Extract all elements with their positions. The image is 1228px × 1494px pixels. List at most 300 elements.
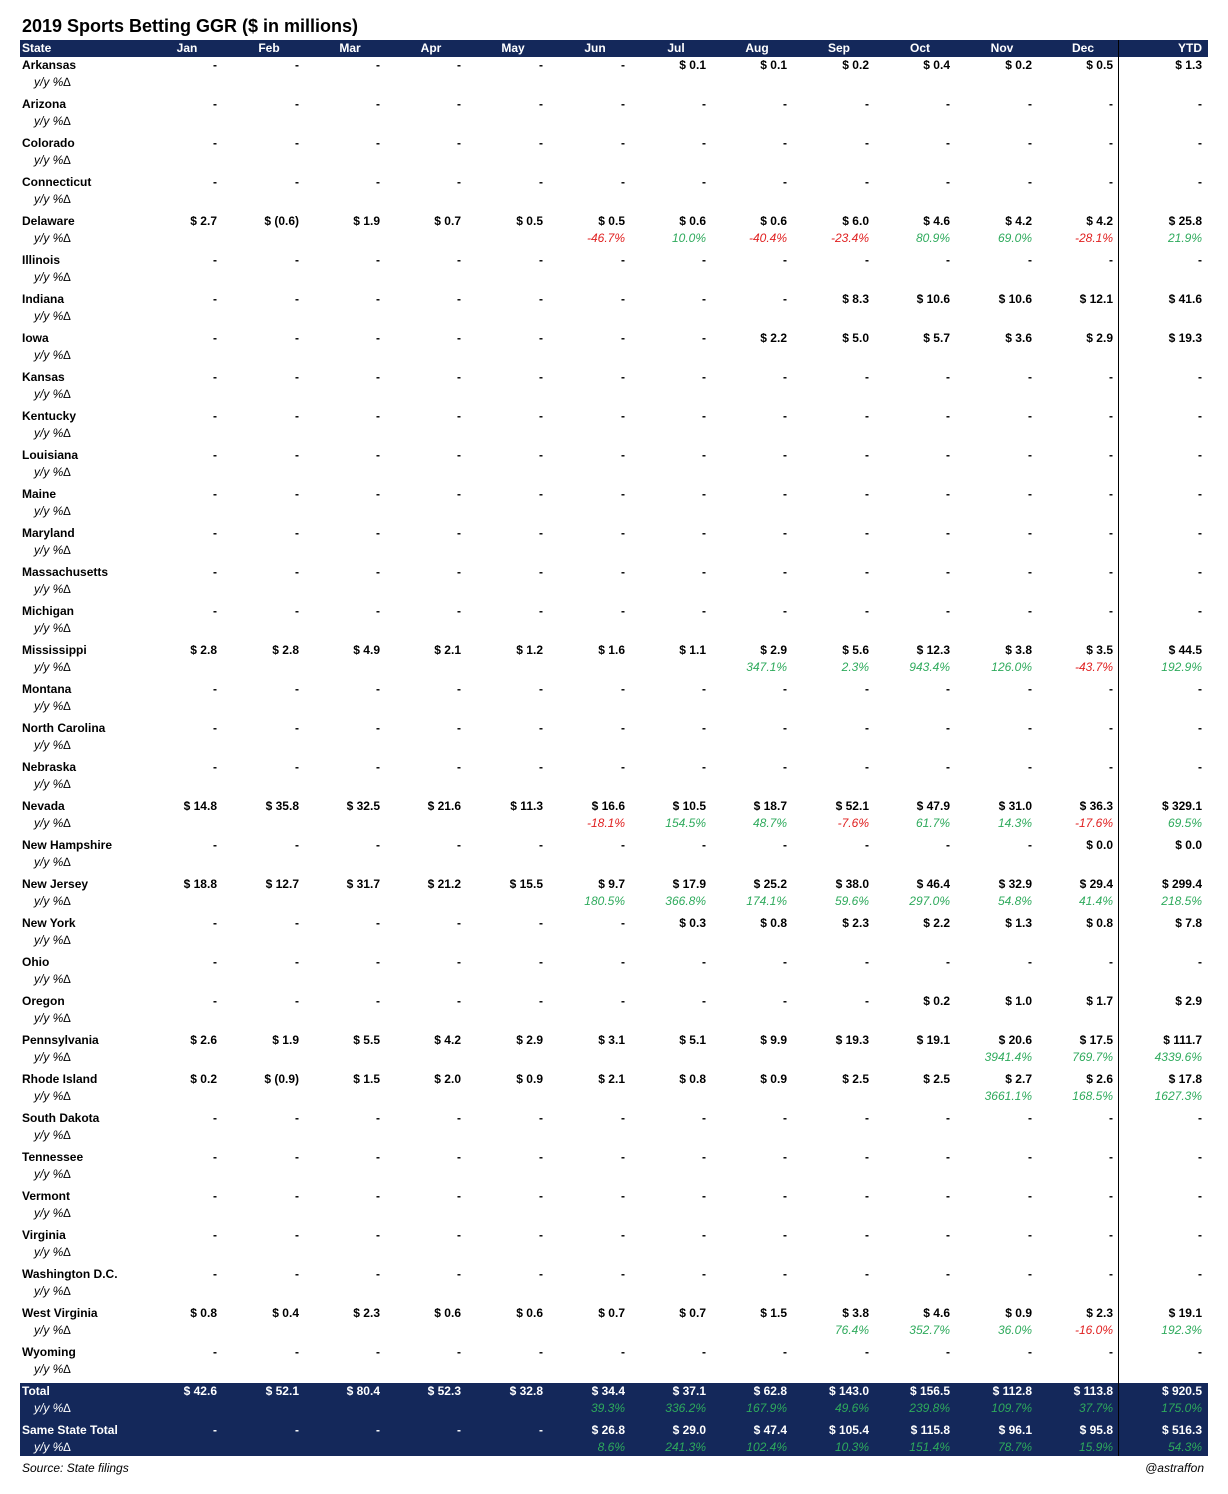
yoy-row-cell bbox=[310, 503, 380, 520]
state-row-cell: - bbox=[376, 58, 380, 72]
yoy-row-label: y/y %∆ bbox=[34, 231, 71, 245]
state-row-label: Vermont bbox=[22, 1189, 71, 1203]
yoy-row-cell bbox=[555, 1166, 625, 1183]
state-row-cell: - bbox=[213, 487, 217, 501]
state-row-cell: - bbox=[213, 604, 217, 618]
state-row-label: Wyoming bbox=[22, 1345, 76, 1359]
state-row-cell: - bbox=[376, 1150, 380, 1164]
state-row-label: Nevada bbox=[22, 799, 65, 813]
yoy-row-cell bbox=[391, 815, 461, 832]
yoy-row-cell bbox=[799, 152, 869, 169]
yoy-row-cell bbox=[880, 1244, 950, 1261]
yoy-row-cell bbox=[1043, 620, 1113, 637]
state-row-cell: - bbox=[702, 253, 706, 267]
yoy-row-cell bbox=[1043, 542, 1113, 559]
yoy-row-cell bbox=[391, 347, 461, 364]
yoy-row-cell bbox=[1043, 386, 1113, 403]
state-row-cell: - bbox=[1028, 487, 1032, 501]
yoy-row-cell bbox=[310, 1205, 380, 1222]
state-row-cell: - bbox=[1109, 175, 1113, 189]
yoy-row-cell bbox=[391, 1283, 461, 1300]
state-row-cell: $ 17.8 bbox=[1168, 1072, 1202, 1086]
yoy-row-cell bbox=[636, 659, 706, 676]
total-yoy-row-cell: 37.7% bbox=[1078, 1401, 1113, 1415]
yoy-row-cell bbox=[555, 659, 625, 676]
yoy-row-cell bbox=[147, 1283, 217, 1300]
state-row-cell: - bbox=[295, 58, 299, 72]
state-row-cell: $ 16.6 bbox=[591, 799, 625, 813]
state-row-cell: $ 3.1 bbox=[598, 1033, 625, 1047]
state-row-label: Connecticut bbox=[22, 175, 92, 189]
state-row-cell: - bbox=[1028, 1111, 1032, 1125]
state-row-cell: - bbox=[457, 526, 461, 540]
state-row-cell: - bbox=[783, 292, 787, 306]
total-row-cell: $ 156.5 bbox=[909, 1384, 950, 1398]
yoy-row-cell bbox=[962, 1283, 1032, 1300]
state-row-cell: $ 8.3 bbox=[842, 292, 869, 306]
state-row bbox=[20, 915, 1208, 932]
state-row-label: Arizona bbox=[22, 97, 67, 111]
yoy-row-cell bbox=[147, 971, 217, 988]
yoy-row-cell bbox=[310, 854, 380, 871]
yoy-row-cell bbox=[147, 893, 217, 910]
yoy-row-cell bbox=[1132, 152, 1202, 169]
yoy-row-cell bbox=[555, 1283, 625, 1300]
state-row-cell: - bbox=[1109, 1189, 1113, 1203]
yoy-row-cell bbox=[555, 1205, 625, 1222]
state-row-cell: - bbox=[457, 994, 461, 1008]
state-row-cell: - bbox=[1109, 136, 1113, 150]
state-row-cell: - bbox=[865, 97, 869, 111]
state-row-cell: - bbox=[213, 721, 217, 735]
yoy-row-cell bbox=[636, 1049, 706, 1066]
state-row-cell: - bbox=[1028, 97, 1032, 111]
yoy-row-cell bbox=[717, 74, 787, 91]
yoy-row-cell bbox=[962, 581, 1032, 598]
state-row-cell: - bbox=[621, 487, 625, 501]
yoy-row bbox=[20, 1205, 1208, 1222]
total-row-cell: $ 62.8 bbox=[753, 1384, 787, 1398]
yoy-row-cell bbox=[799, 971, 869, 988]
state-row-cell: - bbox=[457, 838, 461, 852]
yoy-row-label: y/y %∆ bbox=[34, 543, 71, 557]
state-row bbox=[20, 486, 1208, 503]
yoy-row-cell bbox=[473, 581, 543, 598]
state-row-cell: - bbox=[457, 331, 461, 345]
yoy-row-cell bbox=[799, 932, 869, 949]
state-row-cell: - bbox=[376, 175, 380, 189]
total-yoy-row-cell: 10.3% bbox=[834, 1440, 869, 1454]
yoy-row-cell bbox=[229, 191, 299, 208]
state-row-cell: $ 1.5 bbox=[760, 1306, 787, 1320]
state-row-label: Indiana bbox=[22, 292, 65, 306]
yoy-row-cell bbox=[1043, 191, 1113, 208]
yoy-row-cell bbox=[962, 1127, 1032, 1144]
yoy-row-cell: 36.0% bbox=[997, 1323, 1032, 1337]
total-row-cell: $ 113.8 bbox=[1073, 1384, 1113, 1398]
yoy-row-cell bbox=[636, 425, 706, 442]
column-header: Jun bbox=[584, 41, 606, 55]
state-row-cell: $ 19.3 bbox=[835, 1033, 869, 1047]
state-row-cell: - bbox=[946, 565, 950, 579]
yoy-row-cell bbox=[229, 542, 299, 559]
state-row bbox=[20, 330, 1208, 347]
yoy-row bbox=[20, 1088, 1208, 1105]
yoy-row-cell bbox=[310, 1127, 380, 1144]
total-yoy-row-cell bbox=[473, 1439, 543, 1456]
state-row-cell: - bbox=[1109, 1267, 1113, 1281]
state-row-cell: - bbox=[1028, 760, 1032, 774]
yoy-row-cell bbox=[717, 1283, 787, 1300]
yoy-row-cell bbox=[799, 269, 869, 286]
yoy-row-cell bbox=[799, 1127, 869, 1144]
state-row-cell: - bbox=[457, 370, 461, 384]
yoy-row-cell bbox=[473, 74, 543, 91]
state-row-cell: $ 2.9 bbox=[1086, 331, 1113, 345]
state-row-cell: - bbox=[946, 721, 950, 735]
state-row-cell: - bbox=[1109, 565, 1113, 579]
state-row-cell: $ 32.5 bbox=[346, 799, 380, 813]
yoy-row-cell bbox=[555, 425, 625, 442]
yoy-row-cell: 3941.4% bbox=[984, 1050, 1032, 1064]
yoy-row-cell bbox=[555, 74, 625, 91]
yoy-row-cell bbox=[310, 1283, 380, 1300]
yoy-row-cell bbox=[147, 659, 217, 676]
state-row-cell: - bbox=[213, 955, 217, 969]
yoy-row-cell bbox=[1132, 854, 1202, 871]
state-row-label: Nebraska bbox=[22, 760, 77, 774]
state-row-cell: $ 12.3 bbox=[916, 643, 950, 657]
yoy-row-cell bbox=[880, 1283, 950, 1300]
yoy-row-cell bbox=[962, 737, 1032, 754]
yoy-row-cell bbox=[799, 1205, 869, 1222]
yoy-row-cell bbox=[555, 308, 625, 325]
yoy-row-label: y/y %∆ bbox=[34, 153, 71, 167]
yoy-row-cell bbox=[147, 1166, 217, 1183]
yoy-row-cell bbox=[555, 1361, 625, 1378]
yoy-row-cell bbox=[880, 581, 950, 598]
yoy-row-cell bbox=[229, 1205, 299, 1222]
state-row-cell: - bbox=[946, 526, 950, 540]
state-row-cell: - bbox=[783, 526, 787, 540]
yoy-row-cell bbox=[880, 737, 950, 754]
yoy-row-label: y/y %∆ bbox=[34, 465, 71, 479]
state-row-cell: - bbox=[865, 721, 869, 735]
yoy-row-cell bbox=[229, 776, 299, 793]
state-row-label: Mississippi bbox=[22, 643, 87, 657]
total-row-cell: $ 143.0 bbox=[828, 1384, 869, 1398]
yoy-row-cell bbox=[555, 503, 625, 520]
state-row-cell: $ 2.9 bbox=[760, 643, 787, 657]
state-row bbox=[20, 681, 1208, 698]
state-row-cell: $ (0.6) bbox=[264, 214, 299, 228]
state-row-cell: - bbox=[213, 253, 217, 267]
state-row-cell: - bbox=[295, 604, 299, 618]
yoy-row bbox=[20, 659, 1208, 676]
state-row-cell: - bbox=[702, 682, 706, 696]
state-row bbox=[20, 1305, 1208, 1322]
state-row bbox=[20, 252, 1208, 269]
state-row-label: Arkansas bbox=[22, 58, 77, 72]
state-row-cell: - bbox=[621, 916, 625, 930]
state-row-cell: - bbox=[946, 1267, 950, 1281]
state-row-cell: $ 17.9 bbox=[672, 877, 706, 891]
yoy-row-cell: 80.9% bbox=[915, 231, 950, 245]
state-row-label: Michigan bbox=[22, 604, 75, 618]
yoy-row bbox=[20, 776, 1208, 793]
state-row bbox=[20, 642, 1208, 659]
yoy-row-cell bbox=[391, 542, 461, 559]
yoy-row-cell bbox=[636, 542, 706, 559]
state-row-label: Ohio bbox=[22, 955, 50, 969]
yoy-row-cell bbox=[391, 659, 461, 676]
state-row-cell: $ 10.6 bbox=[916, 292, 950, 306]
state-row-cell: - bbox=[295, 97, 299, 111]
yoy-row-cell bbox=[799, 1361, 869, 1378]
state-row-cell: - bbox=[539, 994, 543, 1008]
yoy-row-cell bbox=[391, 1205, 461, 1222]
state-row-cell: $ 4.6 bbox=[923, 214, 950, 228]
state-row-cell: $ 0.6 bbox=[679, 214, 706, 228]
state-row-cell: $ 9.9 bbox=[760, 1033, 787, 1047]
yoy-row-cell bbox=[1132, 971, 1202, 988]
yoy-row-label: y/y %∆ bbox=[34, 699, 71, 713]
yoy-row-cell bbox=[799, 347, 869, 364]
yoy-row bbox=[20, 854, 1208, 871]
yoy-row-cell bbox=[1043, 1361, 1113, 1378]
yoy-row-cell bbox=[717, 191, 787, 208]
state-row-cell: - bbox=[457, 136, 461, 150]
state-row-cell: - bbox=[295, 487, 299, 501]
state-row-cell: - bbox=[295, 331, 299, 345]
state-row-cell: - bbox=[621, 955, 625, 969]
total-yoy-row bbox=[20, 1439, 1208, 1456]
yoy-row-cell bbox=[310, 113, 380, 130]
yoy-row-cell bbox=[1132, 425, 1202, 442]
state-row-cell: - bbox=[1109, 604, 1113, 618]
yoy-row-cell bbox=[473, 1361, 543, 1378]
state-row-cell: - bbox=[376, 1189, 380, 1203]
state-row-cell: - bbox=[1109, 682, 1113, 696]
yoy-row-cell bbox=[880, 1361, 950, 1378]
column-header: State bbox=[22, 41, 52, 55]
yoy-row bbox=[20, 542, 1208, 559]
state-row-cell: - bbox=[376, 994, 380, 1008]
yoy-row-cell bbox=[1132, 581, 1202, 598]
state-row-cell: - bbox=[783, 370, 787, 384]
yoy-row-cell bbox=[799, 698, 869, 715]
total-yoy-row-cell bbox=[147, 1400, 217, 1417]
state-row-cell: $ 0.8 bbox=[190, 1306, 217, 1320]
state-row-cell: - bbox=[457, 1267, 461, 1281]
yoy-row-cell bbox=[310, 1088, 380, 1105]
yoy-row-cell bbox=[717, 620, 787, 637]
yoy-row bbox=[20, 74, 1208, 91]
state-row-cell: - bbox=[783, 955, 787, 969]
state-row-cell: - bbox=[539, 136, 543, 150]
yoy-row-cell bbox=[880, 347, 950, 364]
state-row-cell: - bbox=[702, 448, 706, 462]
yoy-row-cell bbox=[229, 971, 299, 988]
state-row-cell: - bbox=[539, 682, 543, 696]
state-row-cell: - bbox=[1028, 565, 1032, 579]
state-row-cell: - bbox=[1028, 1189, 1032, 1203]
state-row-cell: - bbox=[1198, 721, 1202, 735]
yoy-row-label: y/y %∆ bbox=[34, 1089, 71, 1103]
ytd-separator bbox=[1118, 40, 1119, 1456]
yoy-row-cell bbox=[555, 1244, 625, 1261]
state-row-cell: - bbox=[783, 1111, 787, 1125]
state-row-cell: - bbox=[783, 487, 787, 501]
state-row-cell: $ 0.3 bbox=[679, 916, 706, 930]
yoy-row-cell bbox=[310, 659, 380, 676]
state-row-cell: - bbox=[946, 136, 950, 150]
state-row-cell: $ 10.6 bbox=[998, 292, 1032, 306]
yoy-row-cell bbox=[473, 971, 543, 988]
column-header: Mar bbox=[339, 41, 361, 55]
state-row-cell: - bbox=[1028, 448, 1032, 462]
state-row-cell: - bbox=[702, 1345, 706, 1359]
yoy-row-cell bbox=[1043, 581, 1113, 598]
state-row-cell: $ 11.3 bbox=[510, 799, 543, 813]
state-row-cell: - bbox=[295, 370, 299, 384]
state-row-cell: $ 18.7 bbox=[753, 799, 787, 813]
state-row-cell: - bbox=[1028, 526, 1032, 540]
yoy-row-cell bbox=[473, 815, 543, 832]
yoy-row bbox=[20, 347, 1208, 364]
yoy-row-cell bbox=[717, 152, 787, 169]
column-header: Jan bbox=[176, 41, 198, 55]
yoy-row-cell bbox=[310, 1322, 380, 1339]
state-row-cell: - bbox=[376, 760, 380, 774]
state-row-cell: - bbox=[783, 682, 787, 696]
state-row-cell: $ 12.1 bbox=[1079, 292, 1113, 306]
state-row-cell: - bbox=[1028, 721, 1032, 735]
state-row-cell: $ 1.9 bbox=[353, 214, 380, 228]
state-row-cell: - bbox=[702, 136, 706, 150]
yoy-row-cell bbox=[473, 542, 543, 559]
column-header: Aug bbox=[745, 41, 769, 55]
total-row bbox=[20, 1422, 1208, 1439]
state-row-cell: - bbox=[1198, 97, 1202, 111]
yoy-row-cell bbox=[229, 1127, 299, 1144]
yoy-row-cell bbox=[1132, 74, 1202, 91]
state-row-cell: - bbox=[702, 838, 706, 852]
yoy-row-cell bbox=[717, 1166, 787, 1183]
yoy-row-cell bbox=[229, 1361, 299, 1378]
yoy-row-cell bbox=[1043, 308, 1113, 325]
yoy-row-cell bbox=[636, 854, 706, 871]
state-row-cell: - bbox=[376, 565, 380, 579]
state-row-cell: - bbox=[702, 370, 706, 384]
yoy-row-cell bbox=[799, 386, 869, 403]
yoy-row-cell bbox=[1043, 1205, 1113, 1222]
yoy-row bbox=[20, 464, 1208, 481]
state-row-cell: - bbox=[539, 1345, 543, 1359]
yoy-row-cell bbox=[962, 347, 1032, 364]
state-row-cell: - bbox=[621, 292, 625, 306]
yoy-row-cell bbox=[147, 152, 217, 169]
yoy-row-cell bbox=[147, 776, 217, 793]
total-row-cell: $ 52.1 bbox=[265, 1384, 299, 1398]
yoy-row-cell bbox=[880, 698, 950, 715]
yoy-row-cell bbox=[799, 308, 869, 325]
state-row-cell: - bbox=[621, 409, 625, 423]
yoy-row-cell bbox=[880, 776, 950, 793]
state-row-label: New Hampshire bbox=[22, 838, 113, 852]
yoy-row-cell bbox=[636, 971, 706, 988]
state-row-cell: $ 46.4 bbox=[916, 877, 950, 891]
yoy-row-cell: 41.4% bbox=[1078, 894, 1113, 908]
yoy-row-cell bbox=[391, 1166, 461, 1183]
state-row-cell: - bbox=[295, 1111, 299, 1125]
state-row-label: Montana bbox=[22, 682, 72, 696]
state-row-cell: $ 0.8 bbox=[1086, 916, 1113, 930]
state-row-label: New York bbox=[22, 916, 76, 930]
yoy-row-cell bbox=[229, 425, 299, 442]
state-row bbox=[20, 798, 1208, 815]
yoy-row-label: y/y %∆ bbox=[34, 660, 71, 674]
state-row-cell: - bbox=[539, 760, 543, 774]
yoy-row-cell bbox=[473, 386, 543, 403]
state-row-cell: - bbox=[702, 760, 706, 774]
yoy-row-cell bbox=[799, 1244, 869, 1261]
total-yoy-row-cell bbox=[473, 1400, 543, 1417]
state-row-cell: $ 2.1 bbox=[598, 1072, 625, 1086]
state-row-cell: - bbox=[1198, 487, 1202, 501]
yoy-row-cell bbox=[636, 620, 706, 637]
state-row-cell: - bbox=[213, 1111, 217, 1125]
yoy-row-cell: 154.5% bbox=[665, 816, 706, 830]
yoy-row-label: y/y %∆ bbox=[34, 504, 71, 518]
yoy-row-cell bbox=[229, 698, 299, 715]
state-row-cell: - bbox=[539, 721, 543, 735]
yoy-row-cell bbox=[1043, 1283, 1113, 1300]
state-row-cell: - bbox=[213, 526, 217, 540]
yoy-row-cell bbox=[555, 1322, 625, 1339]
state-row-label: Colorado bbox=[22, 136, 75, 150]
state-row bbox=[20, 174, 1208, 191]
state-row-cell: - bbox=[621, 838, 625, 852]
yoy-row-cell: 168.5% bbox=[1072, 1089, 1113, 1103]
state-row bbox=[20, 1188, 1208, 1205]
yoy-row-cell bbox=[555, 1010, 625, 1027]
state-row-cell: $ 0.2 bbox=[923, 994, 950, 1008]
yoy-row-cell bbox=[636, 1127, 706, 1144]
state-row-cell: - bbox=[539, 253, 543, 267]
state-row-cell: $ 329.1 bbox=[1161, 799, 1202, 813]
yoy-row-cell bbox=[391, 620, 461, 637]
total-yoy-row-label: y/y %∆ bbox=[34, 1440, 71, 1454]
state-row-cell: - bbox=[213, 1228, 217, 1242]
yoy-row-cell bbox=[880, 269, 950, 286]
total-yoy-row-cell: 336.2% bbox=[665, 1401, 706, 1415]
yoy-row-cell bbox=[636, 464, 706, 481]
yoy-row-cell bbox=[310, 932, 380, 949]
yoy-row-cell bbox=[147, 269, 217, 286]
yoy-row-cell bbox=[880, 1049, 950, 1066]
state-row-cell: - bbox=[457, 1111, 461, 1125]
yoy-row-cell bbox=[229, 1283, 299, 1300]
yoy-row-label: y/y %∆ bbox=[34, 621, 71, 635]
yoy-row-cell bbox=[1043, 737, 1113, 754]
yoy-row-cell bbox=[636, 1166, 706, 1183]
state-row-cell: $ 0.7 bbox=[434, 214, 461, 228]
yoy-row-cell bbox=[473, 1088, 543, 1105]
yoy-row-cell bbox=[636, 1010, 706, 1027]
yoy-row bbox=[20, 1283, 1208, 1300]
total-row-cell: $ 52.3 bbox=[427, 1384, 461, 1398]
